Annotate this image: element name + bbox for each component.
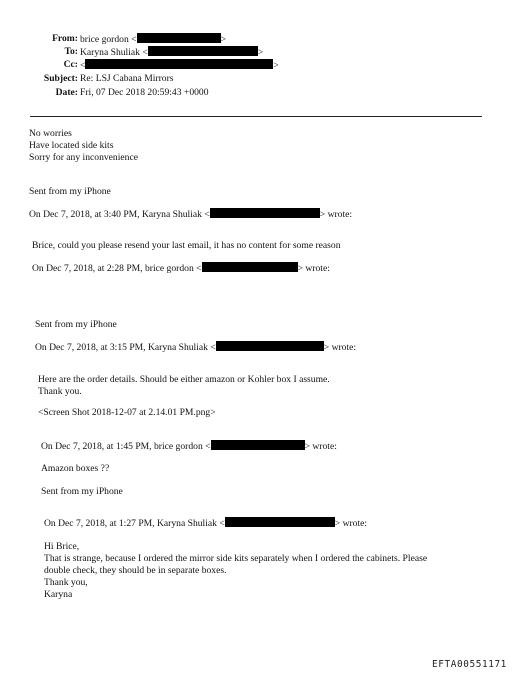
redaction: [137, 33, 221, 43]
message-line: Amazon boxes ??: [41, 463, 110, 474]
from-label: From:: [52, 33, 78, 44]
redaction: [211, 440, 305, 450]
quote-header: On Dec 7, 2018, at 3:40 PM, Karyna Shuliak < > wrote:: [29, 209, 353, 220]
quote-header: On Dec 7, 2018, at 2:28 PM, brice gordon < > wrote:: [32, 263, 330, 274]
message-line: Thank you.: [38, 386, 82, 397]
message-line: That is strange, because I ordered the mirror side kits separately when I ordered the cabinets. Please: [44, 553, 428, 564]
redaction: [148, 46, 258, 56]
signature-line: Sent from my iPhone: [29, 186, 111, 197]
wrote-text: wrote:: [305, 263, 330, 274]
message-line: Brice, could you please resend your last email, it has no content for some reason: [32, 240, 341, 251]
wrote-text: wrote:: [342, 518, 368, 529]
quote-header-text: On Dec 7, 2018, at 1:27 PM, Karyna Shuliak: [44, 518, 217, 529]
quote-header: On Dec 7, 2018, at 1:45 PM, brice gordon < > wrote:: [41, 441, 337, 452]
from-name: brice gordon: [80, 34, 129, 45]
document-id: EFTA00551171: [432, 659, 507, 670]
quote-header-text: On Dec 7, 2018, at 2:28 PM, brice gordon: [32, 263, 194, 274]
quote-header-text: On Dec 7, 2018, at 3:15 PM, Karyna Shuliak: [35, 342, 208, 353]
quote-header-text: On Dec 7, 2018, at 3:40 PM, Karyna Shuliak: [29, 209, 202, 220]
redaction: [85, 59, 273, 69]
cc-value: < >: [80, 60, 279, 71]
quote-header: On Dec 7, 2018, at 3:15 PM, Karyna Shuliak < > wrote:: [35, 342, 357, 353]
date-value: Fri, 07 Dec 2018 20:59:43 +0000: [80, 87, 209, 98]
redaction: [216, 341, 324, 351]
message-line: No worries: [29, 128, 72, 139]
redaction: [202, 262, 298, 272]
message-line: Sorry for any inconvenience: [29, 152, 138, 163]
subject-value: Re: LSJ Cabana Mirrors: [80, 73, 174, 84]
message-line: Hi Brice,: [44, 541, 80, 552]
to-value: Karyna Shuliak < >: [80, 47, 264, 58]
redaction: [210, 208, 320, 218]
wrote-text: wrote:: [312, 441, 337, 452]
attachment-name: <Screen Shot 2018-12-07 at 2.14.01 PM.png>: [38, 407, 216, 418]
message-line: Karyna: [44, 589, 73, 600]
subject-label: Subject:: [43, 73, 78, 84]
to-name: Karyna Shuliak: [80, 47, 140, 58]
to-label: To:: [64, 46, 78, 57]
signature-line: Sent from my iPhone: [41, 486, 123, 497]
cc-label: Cc:: [63, 59, 78, 70]
signature-line: Sent from my iPhone: [35, 319, 117, 330]
message-line: double check, they should be in separate boxes.: [44, 565, 227, 576]
redaction: [225, 517, 335, 527]
quote-header-text: On Dec 7, 2018, at 1:45 PM, brice gordon: [41, 441, 203, 452]
header-divider: [30, 116, 482, 117]
quote-header: On Dec 7, 2018, at 1:27 PM, Karyna Shuliak < > wrote:: [44, 518, 368, 529]
message-line: Here are the order details. Should be either amazon or Kohler box I assume.: [38, 374, 330, 385]
wrote-text: wrote:: [327, 209, 353, 220]
wrote-text: wrote:: [331, 342, 357, 353]
message-line: Thank you,: [44, 577, 88, 588]
message-line: Have located side kits: [29, 140, 114, 151]
from-value: brice gordon < >: [80, 34, 226, 45]
date-label: Date:: [55, 87, 78, 98]
